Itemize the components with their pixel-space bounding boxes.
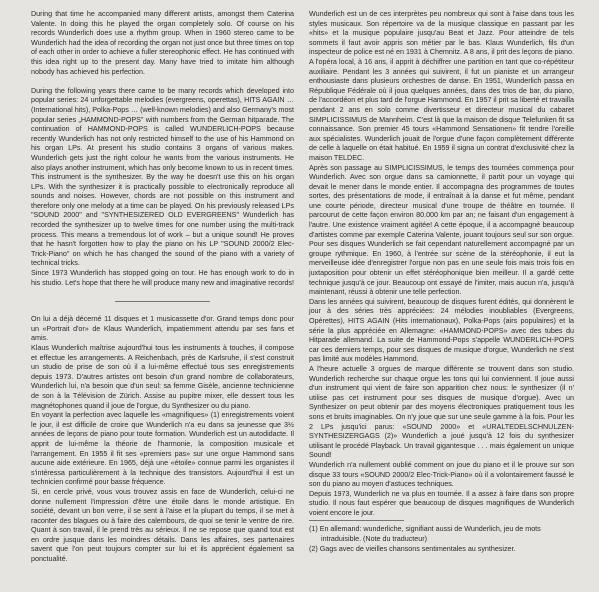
french-paragraph-1: On lui a déjà décerné 11 disques et 1 musicassette d'or. Grand temps donc pour un «Portrait d'or» de Klaus Wunderlich, impatiemment attendu par ses fans et amis. bbox=[31, 314, 294, 343]
french-right-paragraph-5: Wunderlich n'a nullement oublié comment on joue du piano et il le prouve sur son disque 33 tours «SOUND 2000/2 Elec-Trick-Piano» où il a volontairement faussé le son du piano au moyen d'astuces techniques. bbox=[309, 459, 574, 489]
english-paragraph-2: During the following years there came to be many records which developed into popular series: 24 unforgettable melodies (evergreens, operettas), HITS AGAIN … (International hits), Polka-Pops … (well-known melodies) and also Germany's most popular series „HAMMOND-POPS" with numbers from the German hitparade. The continuation of HAMMOND-POPS is called WUNDERLICH-POPS because recently Wunderlich has not only restricted himself to the use of his Hammond on his organ LPs. At present his studio contains 3 organs of various makes. Wunderlich gets just the right colour he wants from the various instruments. He also plays another instrument, which has only become known to us in recent times. This instrument is the synthesizer. By the way he doesn't use this on his organ LPs. With the synthesizer it is practically possible to electronically reproduce all sounds and noises. However, chords are not possible on this instrument and therefore only one melody at a time can be played. On his previously released LPs "SOUND 2000" and "SYNTHESIZERED OLD EVERGREENS" Wunderlich has recorded the synthesizer up to twelve times for one number using the multi-track process. This means a tremendous lot of work – but a unique sound! He proves that he hasn't forgotten how to play the piano on his LP "SOUND 2000/2 Elec-Trick-Piano" on which he has changed the sound of the piano with a variety of technical tricks. bbox=[31, 85, 294, 268]
section-divider bbox=[115, 301, 210, 302]
french-right-paragraph-3: Dans les années qui suivirent, beaucoup de disques furent édités, qui donnèrent le jour à des séries très appréciées: 24 mélodies inoubliables (Evergreens, Opérettes), HITS AGAIN (Hits internationaux), Polka-Pops (airs populaires) et la série la plus appréciée en Allemagne: «HAMMOND-POPS» avec des tubes du Hitparade allemand. La suite de Hammond-Pops s'appelle WUNDERLICH-POPS car ces derniers temps, pour ses disques de musique d'orgue, Wunderlich ne s'est pas limité aux modèles Hammond. bbox=[309, 296, 574, 364]
french-right-paragraph-6: Depuis 1973, Wunderlich ne va plus en tournée. Il a assez à faire dans son propre studio. Il nous faut espérer que beaucoup de disques magnifiques de Wunderlich voient encore le jour. bbox=[309, 488, 574, 517]
footnote-2: (2) Gags avec de vieilles chansons sentimentales au synthesizer. bbox=[309, 543, 516, 553]
french-right-paragraph-2: Après son passage au SIMPLICISSIMUS, le temps des tournées commença pour Wunderlich. Avec son orgue dans sa camionnette, il partit pour un voyage qui devait le mener dans le monde entier. Il accompagna des programmes de toutes sortes, des présentations de mode, il entraînait à la danse et fut même, pendant une courte période, directeur musical d'une troupe de théâtre en tournée. Il parcourut de cette façon environ 80.000 km par an; ne faisant d'un engagement à l'autre. Une existence vraiment agitée! A cette époque, il a accompagné beaucoup d'artistes comme par exemple Caterina Valente, jouant toujours seul sur son orgue. Pour ses disques Wunderlich se fait cependant naturellement accompagné par un groupe rythmique. En 1960, à l'entrée sur scène de la stéréophonie, il eut la merveilleuse idée d'enregistrer l'orgue non pas en une seule fois mais trois fois en juxtaposition pour obtenir un effet stéréophonique bien meilleur. Il a gardé cette technique jusqu'à ce jour. Beaucoup ont essayé de l'imiter, mais aucun n'a, jusqu'à maintenant, réussi à obtenir une telle perfection. bbox=[309, 162, 574, 297]
french-paragraph-2: Klaus Wunderlich maîtrise aujourd'hui tous les instruments à touches, il compose et effectue les arrangements. A Reichenbach, près de Karlsruhe, il s'est construit un studio de prise de son où il a lui-même effectué tous ses enregistrements depuis 1973. D'autres artistes ont besoin d'un grand nombre de collaborateurs, Wunderlich lui, n'a besoin que d'un seul: sa femme Gisèle, ancienne technicienne de son à la Télévision de Zürich. Assise au pupitre mixer, elle dessert tous les magnétophones quand il joue de l'orgue, du Synthesizer ou du piano. bbox=[31, 343, 294, 410]
french-paragraph-3: En voyant la perfection avec laquelle les «magnifiques» (1) enregistrements voient le jour, il est difficile de croire que Wunderlich n'a eu dans sa jeunesse que 3½ années de leçons de piano pour toute formation. Wunderlich est un autodidacte. Il apprit de lui-même la théorie de l'harmonie, la composition musicale et l'arrangement. En 1955 il fit ses «premiers pas» sur une orgue Hammond sans aucune aide extérieure. En 1965, déjà une «étoile» connue parmi les organistes il s'intéressa particulièrement à la technique des transistors. Aujourd'hui il est un technicien confirmé pour basse fréquence. bbox=[31, 410, 294, 487]
french-right-paragraph-1: Wunderlich est un de ces interprètes peu nombreux qui sont à l'aise dans tous les styles musicaux. Son répertoire va de la musique classique en passant par les «hits» et la musique populaire jusqu'au Beat et Jazz. Pour atteindre de tels sommets il faut avoir appris son métier par le bas. Klaus Wunderlich, fils d'un inspecteur de police est né en 1931 à Chemnitz. A 8 ans, il prit des leçons de piano. A l'opéra local, à 16 ans, il apprit à déchiffrer une partition en tant que co-répétiteur auxiliaire. Pendant les 3 années qui suivirent, il fut un pianiste et un arrangeur enthousiaste dans plusieurs orchestres de danse. En 1951, Wunderlich passa en République Fédérale où il joua quelques années, dans des trios de bar, du piano, de l'accordéon et plus tard de l'orgue Hammond. En 1957 il prit sa liberté et travailla pendant 2 ans en solo comme divertisseur et directeur musical du cabaret SIMPLICISSIMUS de Mannheim. C'est là que la maison de disque Telefunken fit sa connaissance. Son premier 45 tours «Hammond Sensationen» fit tendre l'oreille aux spécialistes. Wunderlich jouait de l'orgue d'une façon complètement différente de celle à laquelle on était habitué. En 1959 il signa un contrat d'exclusivité chez la maison TELDEC. bbox=[309, 9, 574, 162]
french-paragraph-4: Si, en cercle privé, vous vous trouvez assis en face de Wunderlich, celui-ci ne donne nullement l'impression d'être une étoile dans le monde artistique. En société, devant un bon verre, il se sent à l'aise et la plupart du temps, il se met à raconter des blagues ou à faire des calembours, de quoi se tenir le ventre de rire. Quant à son travail, il le prend très au sérieux. Il ne se repose que quand tout est en ordre jusque dans les moindres détails. Dans les affaires, ses partenaires savent que l'on peut toujours compter sur lui et ils apprécient également sa ponctualité. bbox=[31, 486, 294, 564]
english-paragraph-1: During that time he accompanied many different artists, amongst them Caterina Valente. In doing this he played the organ completely solo. Of course on his records Wunderlich does use a rhythm group. When in 1960 stereo came to be Wunderlich had the idea of recording the organ not just once but three times on top of each other in order to achieve a fuller stereophonic effect. He has continued with this idea right up to the present day. Many have tried to imitate him although nobody has achieved his perfection. bbox=[31, 9, 294, 76]
english-paragraph-3: Since 1973 Wunderlich has stopped going on tour. He has enough work to do in his studio. Let's hope that there he will produce many new and imaginative records! bbox=[31, 268, 295, 287]
footnote-divider bbox=[309, 520, 404, 521]
left-column bbox=[31, 9, 294, 564]
right-column bbox=[309, 9, 574, 553]
french-right-paragraph-4: A l'heure actuelle 3 orgues de marque différente se trouvent dans son studio. Wunderlich recherche sur chaque orgue les tons qui lui conviennent. Il joue aussi d'un instrument qui vient de faire son apparition chez nous: le synthesizer (il n' utilise pas cet instrument pour ses disques de musique d'orgue). Avec un Synthesizer on peut obtenir par des moyens électroniques pratiquement tous les sons et bruits imaginables. On n'y joue que sur une seule gamme à la fois. Pour les 2 LPs jusqu'ici parus: «SOUND 2000» et «URALTEDELSCHNULZEN-SYNTHESIZERGAGS (2)» Wunderlich a joué jusqu'à 12 fois du synthesizer utilisant le procédé Playback. Un travail gigantesque . . . mais également un unique Sound! bbox=[309, 363, 574, 460]
footnote-1: (1) En allemand: wunderliche, signifiant aussi de Wunderlich, jeu de mots intraduisible. (Note du traducteur) bbox=[309, 524, 541, 544]
